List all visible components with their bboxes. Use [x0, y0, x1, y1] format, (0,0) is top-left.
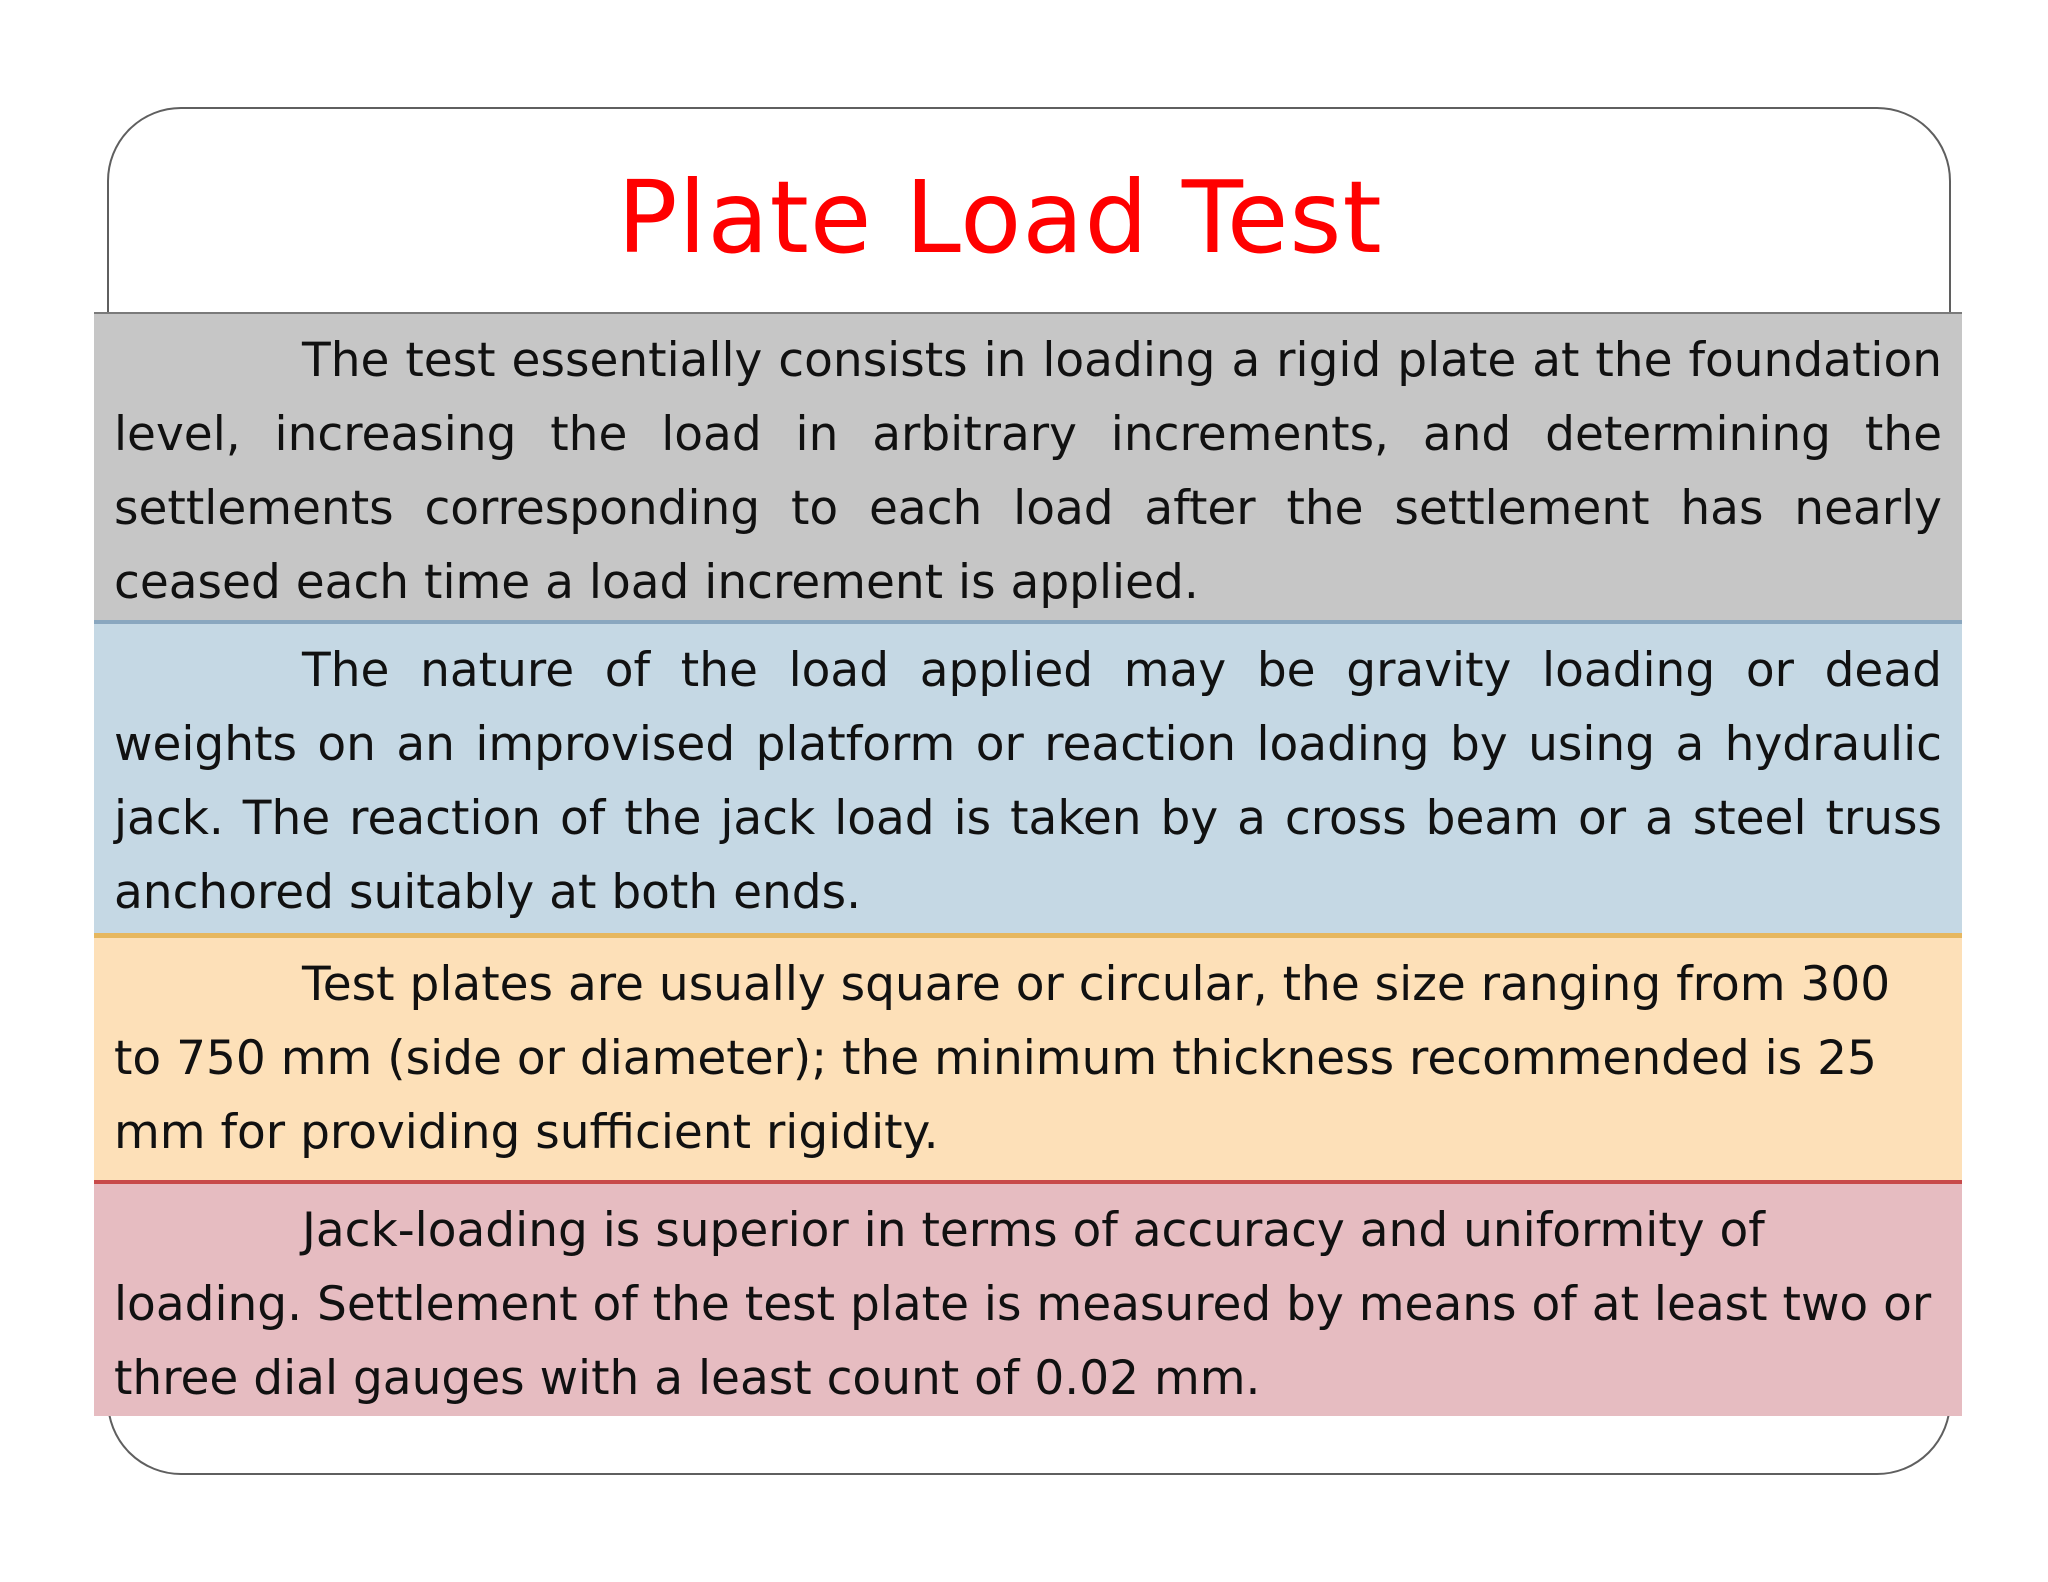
paragraph-2-text: The nature of the load applied may be gravity loading or dead weights on an improvised platform or reaction loading by using a hydraulic jack. The reaction of the jack load is taken by a cross beam or a steel truss anchored suitably at both ends.	[114, 643, 1942, 920]
paragraph-box-4	[94, 1182, 1962, 1416]
paragraph-4-text: Jack-loading is superior in terms of accuracy and uniformity of loading. Settlement of the test plate is measured by means of at least two or three dial gauges with a least count of 0.02 mm.	[114, 1203, 1932, 1406]
paragraph-3-text: Test plates are usually square or circular, the size ranging from 300 to 750 mm (side or diameter); the minimum thickness recommended is 25 mm for providing sufficient rigidity.	[114, 957, 1891, 1160]
slide-title: Plate Load Test	[617, 159, 1383, 276]
paragraph-box-3	[94, 936, 1962, 1182]
paragraph-box-2	[94, 622, 1962, 936]
paragraph-box-1	[94, 312, 1962, 622]
paragraph-1-text: The test essentially consists in loading a rigid plate at the foundation level, increasing the load in arbitrary increments, and determining the settlements corresponding to each load after the settlement has nearly ceased each time a load increment is applied.	[114, 333, 1942, 610]
